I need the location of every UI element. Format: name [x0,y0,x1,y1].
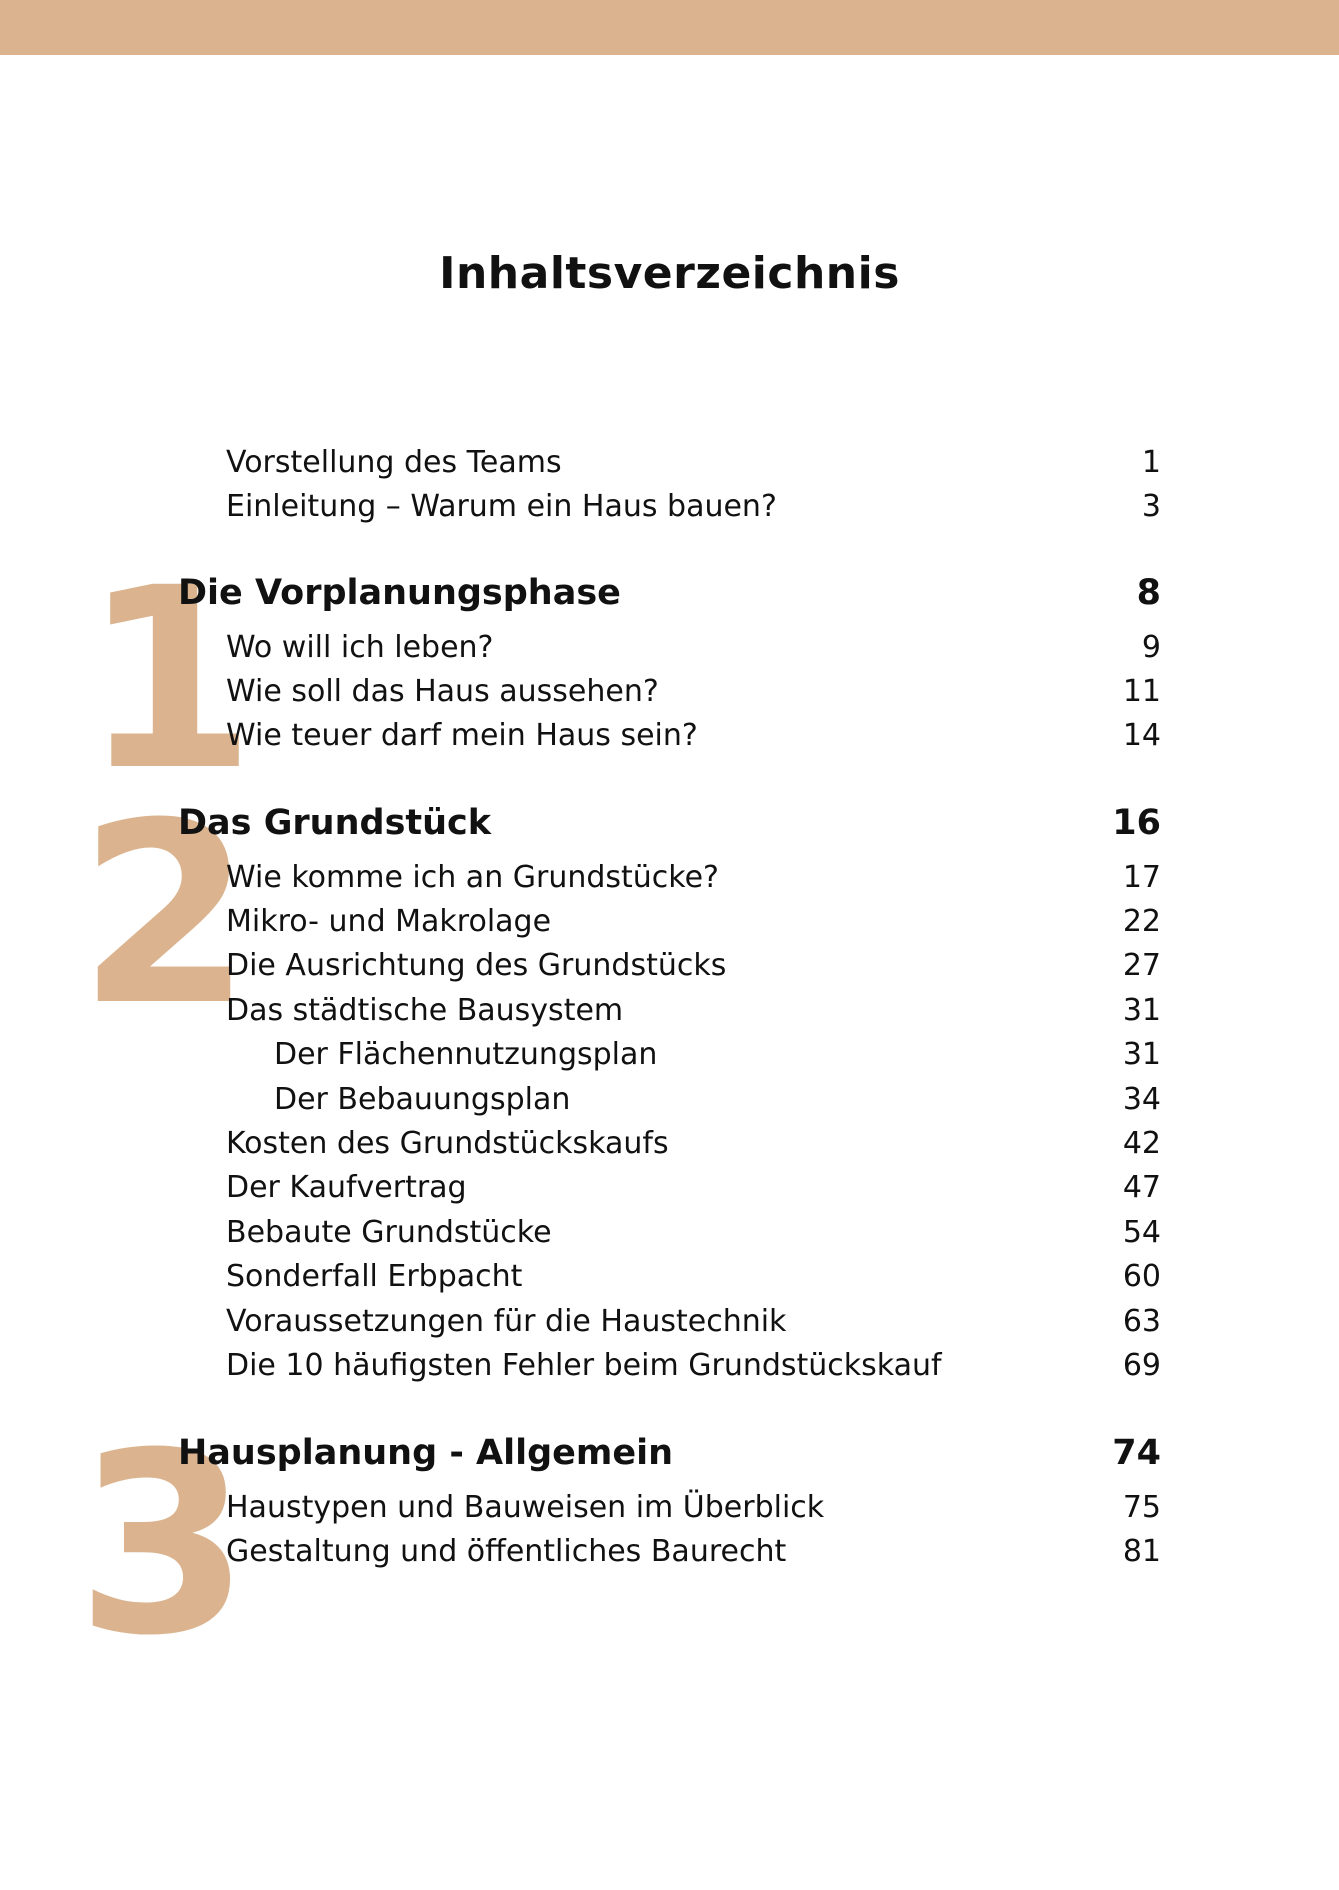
toc-entry[interactable] [0,1255,1339,1299]
toc-entry[interactable] [0,485,1339,529]
toc-entry-label: Wo will ich leben? [226,630,494,665]
toc-entry-page: 14 [1122,718,1161,753]
toc-subentry[interactable] [0,1033,1339,1077]
page-title: Inhaltsverzeichnis [439,248,900,299]
toc-entry-page: 42 [1122,1126,1161,1161]
toc-entry-page: 17 [1122,860,1161,895]
toc-entry-page: 75 [1122,1490,1161,1525]
chapter-page: 8 [1136,573,1161,613]
toc-entry-page: 3 [1141,489,1161,524]
toc-entry-page: 31 [1122,993,1161,1028]
toc-entry[interactable] [0,626,1339,670]
toc-entry-page: 63 [1122,1304,1161,1339]
toc-entry-label: Bebaute Grundstücke [226,1215,552,1250]
toc-entry[interactable] [0,1530,1339,1574]
chapter-page: 16 [1112,803,1161,843]
toc-entry[interactable] [0,1211,1339,1255]
chapter-title: Die Vorplanungsphase [178,573,621,613]
toc-entry-label: Sonderfall Erbpacht [226,1259,523,1294]
toc-entry-label: Einleitung – Warum ein Haus bauen? [226,489,777,524]
header-band [0,0,1339,55]
toc-entry[interactable] [0,1486,1339,1530]
toc-entry-label: Das städtische Bausystem [226,993,624,1028]
toc-entry-label: Wie komme ich an Grundstücke? [226,860,719,895]
toc-entry-label: Wie soll das Haus aussehen? [226,674,659,709]
toc-entry-label: Kosten des Grundstückskaufs [226,1126,669,1161]
toc-entry-page: 22 [1122,904,1161,939]
toc-entry-label: Vorstellung des Teams [226,445,562,480]
toc-entry-label: Der Kaufvertrag [226,1170,467,1205]
toc-entry[interactable] [0,1166,1339,1210]
toc-entry-page: 11 [1122,674,1161,709]
chapter-number-graphic: 1 [82,534,256,825]
chapter-title: Das Grundstück [178,803,492,843]
toc-entry[interactable] [0,989,1339,1033]
toc-entry-label: Gestaltung und öffentliches Baurecht [226,1534,787,1569]
toc-entry-page: 34 [1122,1082,1161,1117]
toc-entry[interactable] [0,441,1339,485]
toc-entry-page: 31 [1122,1037,1161,1072]
toc-subentry[interactable] [0,1078,1339,1122]
toc-entry[interactable] [0,670,1339,714]
toc-entry-label: Wie teuer darf mein Haus sein? [226,718,698,753]
toc-entry[interactable] [0,856,1339,900]
toc-entry-label: Der Bebauungsplan [274,1082,571,1117]
chapter-number-graphic: 2 [78,769,252,1060]
toc-entry-label: Die Ausrichtung des Grundstücks [226,948,727,983]
toc-entry-label: Haustypen und Bauweisen im Überblick [226,1490,825,1525]
toc-entry[interactable] [0,1122,1339,1166]
toc-entry[interactable] [0,714,1339,758]
toc-entry-label: Die 10 häufigsten Fehler beim Grundstückskauf [226,1348,942,1383]
toc-entry-page: 47 [1122,1170,1161,1205]
toc-chapter-heading[interactable] [0,1431,1339,1475]
chapter-page: 74 [1112,1433,1161,1473]
toc-entry[interactable] [0,1300,1339,1344]
toc-entry-page: 81 [1122,1534,1161,1569]
toc-entry-page: 9 [1141,630,1161,665]
toc-entry-label: Mikro- und Makrolage [226,904,552,939]
toc-entry-page: 54 [1122,1215,1161,1250]
toc-entry[interactable] [0,1344,1339,1388]
toc-chapter-heading[interactable] [0,571,1339,615]
toc-entry-label: Voraussetzungen für die Haustechnik [226,1304,787,1339]
toc-entry-page: 69 [1122,1348,1161,1383]
toc-chapter-heading[interactable] [0,801,1339,845]
toc-entry[interactable] [0,944,1339,988]
chapter-number-graphic: 3 [76,1399,250,1690]
chapter-title: Hausplanung - Allgemein [178,1433,674,1473]
toc-entry-page: 1 [1141,445,1161,480]
toc-entry-label: Der Flächennutzungsplan [274,1037,658,1072]
toc-entry-page: 60 [1122,1259,1161,1294]
toc-entry[interactable] [0,900,1339,944]
toc-entry-page: 27 [1122,948,1161,983]
